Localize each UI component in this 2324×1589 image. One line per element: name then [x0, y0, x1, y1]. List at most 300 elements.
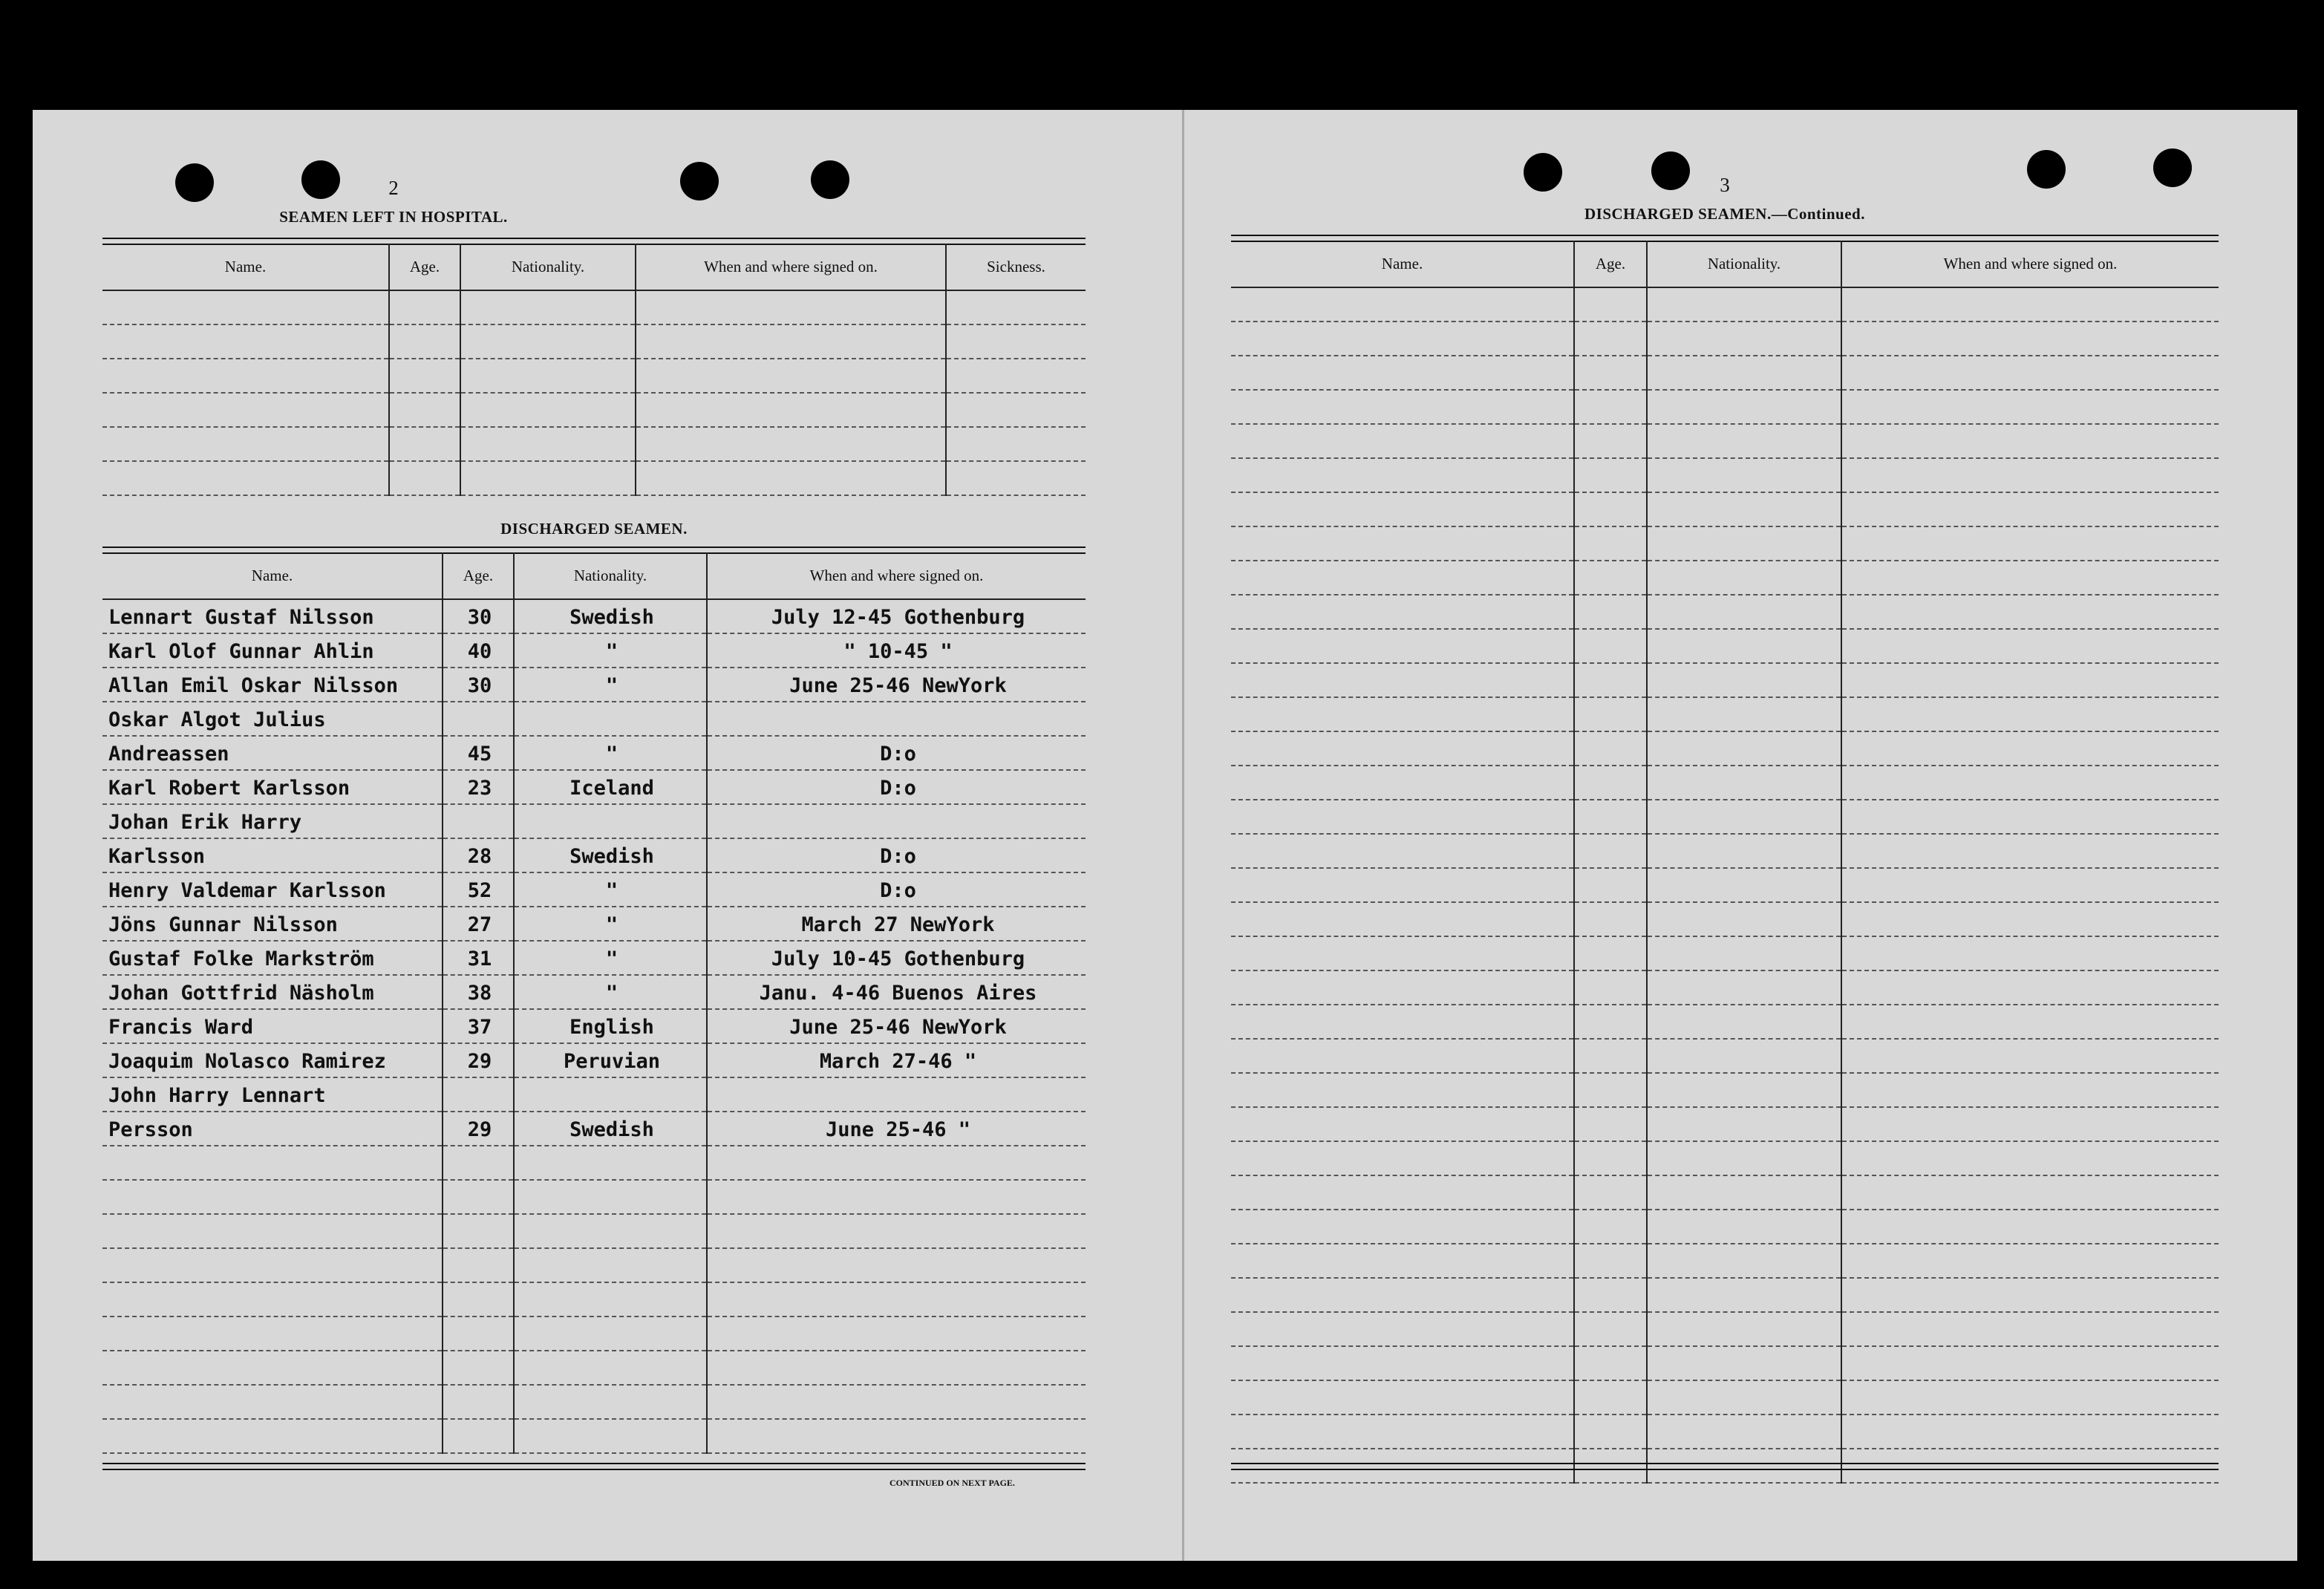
table-cell [443, 1077, 514, 1112]
table-cell [1574, 424, 1647, 458]
table-row [1231, 390, 2219, 424]
table-cell [1574, 1380, 1647, 1415]
table-cell [707, 1248, 1086, 1282]
table-row [102, 804, 1086, 838]
table-cell [514, 1248, 707, 1282]
table-cell [460, 324, 636, 359]
table-cell [1647, 834, 1841, 868]
table-cell [1647, 424, 1841, 458]
table-cell [443, 1385, 514, 1419]
table-cell [1841, 492, 2219, 526]
table-cell [1231, 322, 1574, 356]
table-cell: Swedish [514, 838, 707, 872]
table-cell [1574, 561, 1647, 595]
table-cell: Swedish [514, 599, 707, 633]
table-cell: 30 [443, 599, 514, 633]
column-header: When and where signed on. [707, 552, 1086, 599]
table-cell: " [514, 975, 707, 1009]
table-cell [1574, 492, 1647, 526]
column-header: Sickness. [946, 244, 1086, 290]
table-cell: 38 [443, 975, 514, 1009]
table-row [1231, 492, 2219, 526]
table-cell: " [514, 668, 707, 702]
table-row [102, 770, 1086, 804]
table-row [102, 1419, 1086, 1453]
table-row [102, 1009, 1086, 1043]
table-cell [1231, 1312, 1574, 1346]
table-cell [1841, 902, 2219, 936]
table-cell [1647, 1346, 1841, 1380]
table-cell [1574, 1244, 1647, 1278]
table-cell [1647, 1141, 1841, 1175]
table-cell [1647, 287, 1841, 322]
table-cell [1647, 970, 1841, 1005]
table-cell [460, 393, 636, 427]
table-cell [1574, 1005, 1647, 1039]
table-cell: Francis Ward [102, 1009, 443, 1043]
table-row [102, 461, 1086, 495]
table-row [102, 1282, 1086, 1316]
table-cell [707, 1316, 1086, 1351]
table-cell: 28 [443, 838, 514, 872]
table-row [1231, 1346, 2219, 1380]
table-row [102, 599, 1086, 633]
table-cell: Jöns Gunnar Nilsson [102, 907, 443, 941]
table-cell: 27 [443, 907, 514, 941]
table-cell [389, 359, 460, 393]
table-cell [514, 1385, 707, 1419]
table-cell [102, 461, 389, 495]
table-cell [1841, 287, 2219, 322]
table-cell [1841, 595, 2219, 629]
table-cell [1574, 697, 1647, 731]
table-cell [1574, 356, 1647, 390]
column-header: Name. [102, 244, 389, 290]
table-cell: D:o [707, 872, 1086, 907]
table-cell [1841, 322, 2219, 356]
table-cell [1841, 1141, 2219, 1175]
table-cell [1647, 936, 1841, 970]
table-cell [389, 324, 460, 359]
table-cell [460, 461, 636, 495]
table-row [1231, 663, 2219, 697]
table-cell [946, 427, 1086, 461]
table-cell: Johan Gottfrid Näsholm [102, 975, 443, 1009]
table-cell: " 10-45 " [707, 633, 1086, 668]
table-row [102, 1180, 1086, 1214]
table-cell [1647, 1175, 1841, 1210]
table-cell: Persson [102, 1112, 443, 1146]
table-cell [514, 1214, 707, 1248]
table-cell [389, 393, 460, 427]
table-cell [1231, 1141, 1574, 1175]
table-cell [636, 461, 946, 495]
table-cell [1231, 834, 1574, 868]
table-cell [1231, 1415, 1574, 1449]
table-cell [1574, 663, 1647, 697]
table-cell [102, 1419, 443, 1453]
table-cell [514, 1282, 707, 1316]
table-cell [1647, 1210, 1841, 1244]
table-row [102, 1351, 1086, 1385]
table-cell [1841, 390, 2219, 424]
table-cell [1574, 287, 1647, 322]
table-cell: " [514, 907, 707, 941]
page-fold [1182, 110, 1184, 1561]
table-cell [443, 1316, 514, 1351]
table-row [1231, 1210, 2219, 1244]
table-cell [1231, 731, 1574, 766]
table-cell [1231, 492, 1574, 526]
table-row [1231, 526, 2219, 561]
table-cell [1574, 1346, 1647, 1380]
table-cell: March 27 NewYork [707, 907, 1086, 941]
table-cell [514, 702, 707, 736]
table-cell [1647, 629, 1841, 663]
table-cell: Janu. 4-46 Buenos Aires [707, 975, 1086, 1009]
table-cell [636, 324, 946, 359]
table-cell [1841, 800, 2219, 834]
table-cell [1841, 1278, 2219, 1312]
table-row [102, 941, 1086, 975]
table-row [102, 427, 1086, 461]
table-cell [1231, 697, 1574, 731]
table-cell: " [514, 941, 707, 975]
table-cell [1647, 1073, 1841, 1107]
table-row [102, 1385, 1086, 1419]
table-cell [946, 393, 1086, 427]
table-row [1231, 936, 2219, 970]
table-cell: Johan Erik Harry [102, 804, 443, 838]
table-row [102, 324, 1086, 359]
page-number: 3 [1720, 174, 1730, 196]
table-row [102, 1112, 1086, 1146]
table-cell [707, 1351, 1086, 1385]
table-cell [1231, 390, 1574, 424]
table-cell [1647, 458, 1841, 492]
table-cell [1574, 390, 1647, 424]
table-row [1231, 629, 2219, 663]
table-row [1231, 424, 2219, 458]
column-header: Nationality. [1647, 241, 1841, 287]
table-cell [1647, 731, 1841, 766]
table-cell [1231, 458, 1574, 492]
table-cell: John Harry Lennart [102, 1077, 443, 1112]
table-cell [1841, 1073, 2219, 1107]
table-cell [1841, 1380, 2219, 1415]
table-cell [707, 702, 1086, 736]
table-cell [946, 461, 1086, 495]
table-cell [1231, 561, 1574, 595]
table-row [1231, 1278, 2219, 1312]
table-cell: English [514, 1009, 707, 1043]
table-cell [1231, 595, 1574, 629]
discharged-header-row [102, 552, 1086, 599]
table-cell [1647, 1415, 1841, 1449]
table-cell [1647, 902, 1841, 936]
table-cell [460, 359, 636, 393]
table-cell [1574, 970, 1647, 1005]
table-cell [636, 427, 946, 461]
table-cell [1841, 629, 2219, 663]
table-cell [1647, 766, 1841, 800]
table-cell [1574, 1415, 1647, 1449]
table-cell [1841, 936, 2219, 970]
table-cell [946, 324, 1086, 359]
table-cell [514, 1316, 707, 1351]
table-cell [707, 1282, 1086, 1316]
table-cell [1841, 1210, 2219, 1244]
table-row [102, 359, 1086, 393]
table-row [102, 1248, 1086, 1282]
table-cell [1647, 356, 1841, 390]
table-cell [1231, 970, 1574, 1005]
table-row [102, 736, 1086, 770]
table-cell [514, 1351, 707, 1385]
table-row [102, 1077, 1086, 1112]
table-cell: " [514, 872, 707, 907]
table-cell [1231, 1073, 1574, 1107]
table-cell [707, 1214, 1086, 1248]
table-cell: D:o [707, 736, 1086, 770]
table-cell [514, 1419, 707, 1453]
table-cell [1841, 697, 2219, 731]
table-cell [1231, 1244, 1574, 1278]
table-cell [102, 1351, 443, 1385]
table-row [1231, 1073, 2219, 1107]
table-cell [1574, 868, 1647, 902]
hospital-header-row [102, 244, 1086, 290]
table-cell [389, 461, 460, 495]
table-cell [443, 1180, 514, 1214]
hospital-table [102, 244, 1086, 496]
table-cell [443, 1146, 514, 1180]
table-cell [1841, 458, 2219, 492]
table-cell [443, 1351, 514, 1385]
table-cell: 40 [443, 633, 514, 668]
table-cell [460, 427, 636, 461]
table-cell: 52 [443, 872, 514, 907]
table-cell [102, 1385, 443, 1419]
table-cell [1841, 1312, 2219, 1346]
table-row [1231, 1005, 2219, 1039]
table-row [1231, 322, 2219, 356]
table-cell [443, 1248, 514, 1282]
table-row [102, 1316, 1086, 1351]
table-cell [1574, 766, 1647, 800]
table-cell [707, 1180, 1086, 1214]
table-cell [1574, 1210, 1647, 1244]
table-cell [514, 804, 707, 838]
table-cell [1574, 322, 1647, 356]
table-cell [102, 1282, 443, 1316]
table-cell [1841, 424, 2219, 458]
table-cell [1574, 800, 1647, 834]
column-header: When and where signed on. [1841, 241, 2219, 287]
table-cell: Joaquim Nolasco Ramirez [102, 1043, 443, 1077]
column-header: Age. [1574, 241, 1647, 287]
table-cell [102, 393, 389, 427]
table-cell [1574, 1073, 1647, 1107]
table-cell: D:o [707, 838, 1086, 872]
table-cell: D:o [707, 770, 1086, 804]
table-cell [1574, 1312, 1647, 1346]
table-cell: Oskar Algot Julius [102, 702, 443, 736]
table-cell [102, 1248, 443, 1282]
table-cell [1231, 1210, 1574, 1244]
table-cell [1647, 561, 1841, 595]
table-cell [1841, 1005, 2219, 1039]
table-cell [443, 1282, 514, 1316]
table-cell [514, 1146, 707, 1180]
table-cell [1231, 629, 1574, 663]
table-cell: " [514, 633, 707, 668]
table-row [102, 872, 1086, 907]
table-cell: 29 [443, 1043, 514, 1077]
table-cell [102, 427, 389, 461]
table-row [1231, 1107, 2219, 1141]
continued-section-title: DISCHARGED SEAMEN.—Continued. [1584, 205, 1865, 223]
table-row [102, 1146, 1086, 1180]
hospital-section-title: SEAMEN LEFT IN HOSPITAL. [279, 208, 508, 226]
table-cell [1841, 1244, 2219, 1278]
table-cell [102, 359, 389, 393]
table-row [1231, 970, 2219, 1005]
table-cell: Andreassen [102, 736, 443, 770]
table-row [1231, 356, 2219, 390]
table-row [1231, 1415, 2219, 1449]
table-row [102, 290, 1086, 324]
column-header: Age. [443, 552, 514, 599]
table-cell [443, 1419, 514, 1453]
table-cell: Iceland [514, 770, 707, 804]
table-cell [1647, 526, 1841, 561]
table-cell [1647, 1039, 1841, 1073]
table-cell [1574, 834, 1647, 868]
table-cell [707, 1146, 1086, 1180]
table-cell [443, 804, 514, 838]
table-cell [1231, 1278, 1574, 1312]
table-row [102, 1214, 1086, 1248]
page-number: 2 [388, 177, 399, 199]
table-cell [1574, 731, 1647, 766]
table-cell: Lennart Gustaf Nilsson [102, 599, 443, 633]
table-cell [389, 427, 460, 461]
table-cell [946, 359, 1086, 393]
table-cell [443, 1214, 514, 1248]
table-cell: Karl Olof Gunnar Ahlin [102, 633, 443, 668]
table-row [1231, 1312, 2219, 1346]
table-row [102, 838, 1086, 872]
table-cell [1841, 356, 2219, 390]
table-row [1231, 868, 2219, 902]
left-page [102, 171, 1086, 1492]
table-cell: 23 [443, 770, 514, 804]
table-row [1231, 287, 2219, 322]
table-cell [1841, 561, 2219, 595]
table-cell [1231, 526, 1574, 561]
table-cell [1231, 424, 1574, 458]
table-cell [1231, 663, 1574, 697]
table-cell [1574, 936, 1647, 970]
table-cell [1574, 1107, 1647, 1141]
table-cell [1841, 970, 2219, 1005]
table-cell [1574, 1278, 1647, 1312]
column-header: Nationality. [460, 244, 636, 290]
table-cell [946, 290, 1086, 324]
table-row [1231, 1380, 2219, 1415]
table-row [1231, 561, 2219, 595]
table-row [1231, 1039, 2219, 1073]
table-cell [1647, 1312, 1841, 1346]
table-cell [1647, 390, 1841, 424]
table-row [102, 1043, 1086, 1077]
table-cell [1231, 287, 1574, 322]
table-cell [1841, 766, 2219, 800]
table-cell [636, 359, 946, 393]
table-cell [102, 1214, 443, 1248]
table-cell [707, 804, 1086, 838]
table-cell [1231, 1107, 1574, 1141]
table-cell [1574, 1039, 1647, 1073]
table-cell [1647, 1005, 1841, 1039]
table-cell [1574, 458, 1647, 492]
table-row [102, 393, 1086, 427]
table-cell [1574, 1175, 1647, 1210]
table-cell [1647, 322, 1841, 356]
table-cell [1574, 902, 1647, 936]
table-cell [1231, 1346, 1574, 1380]
table-cell [102, 1146, 443, 1180]
table-cell [102, 1316, 443, 1351]
table-row [102, 975, 1086, 1009]
table-cell: 45 [443, 736, 514, 770]
table-cell [1231, 902, 1574, 936]
column-header: Name. [102, 552, 443, 599]
table-cell [707, 1077, 1086, 1112]
continued-table [1231, 241, 2219, 1484]
table-cell [1231, 868, 1574, 902]
table-cell: Henry Valdemar Karlsson [102, 872, 443, 907]
table-cell [1841, 731, 2219, 766]
table-cell [389, 290, 460, 324]
table-cell [1231, 1005, 1574, 1039]
table-cell: July 10-45 Gothenburg [707, 941, 1086, 975]
table-row [1231, 1175, 2219, 1210]
table-cell [1841, 1175, 2219, 1210]
table-cell [1841, 1039, 2219, 1073]
table-cell [1841, 868, 2219, 902]
table-cell [1647, 1107, 1841, 1141]
table-cell [1841, 834, 2219, 868]
table-cell [102, 290, 389, 324]
table-cell: June 25-46 NewYork [707, 1009, 1086, 1043]
table-cell [707, 1385, 1086, 1419]
table-cell [707, 1419, 1086, 1453]
table-cell [1647, 1244, 1841, 1278]
table-cell [102, 324, 389, 359]
table-cell [1574, 526, 1647, 561]
table-cell: 29 [443, 1112, 514, 1146]
rule [102, 1463, 1086, 1470]
table-cell [1647, 697, 1841, 731]
table-cell [1231, 800, 1574, 834]
table-row [102, 668, 1086, 702]
table-row [1231, 1141, 2219, 1175]
table-cell: March 27-46 " [707, 1043, 1086, 1077]
table-cell: June 25-46 " [707, 1112, 1086, 1146]
table-cell: " [514, 736, 707, 770]
